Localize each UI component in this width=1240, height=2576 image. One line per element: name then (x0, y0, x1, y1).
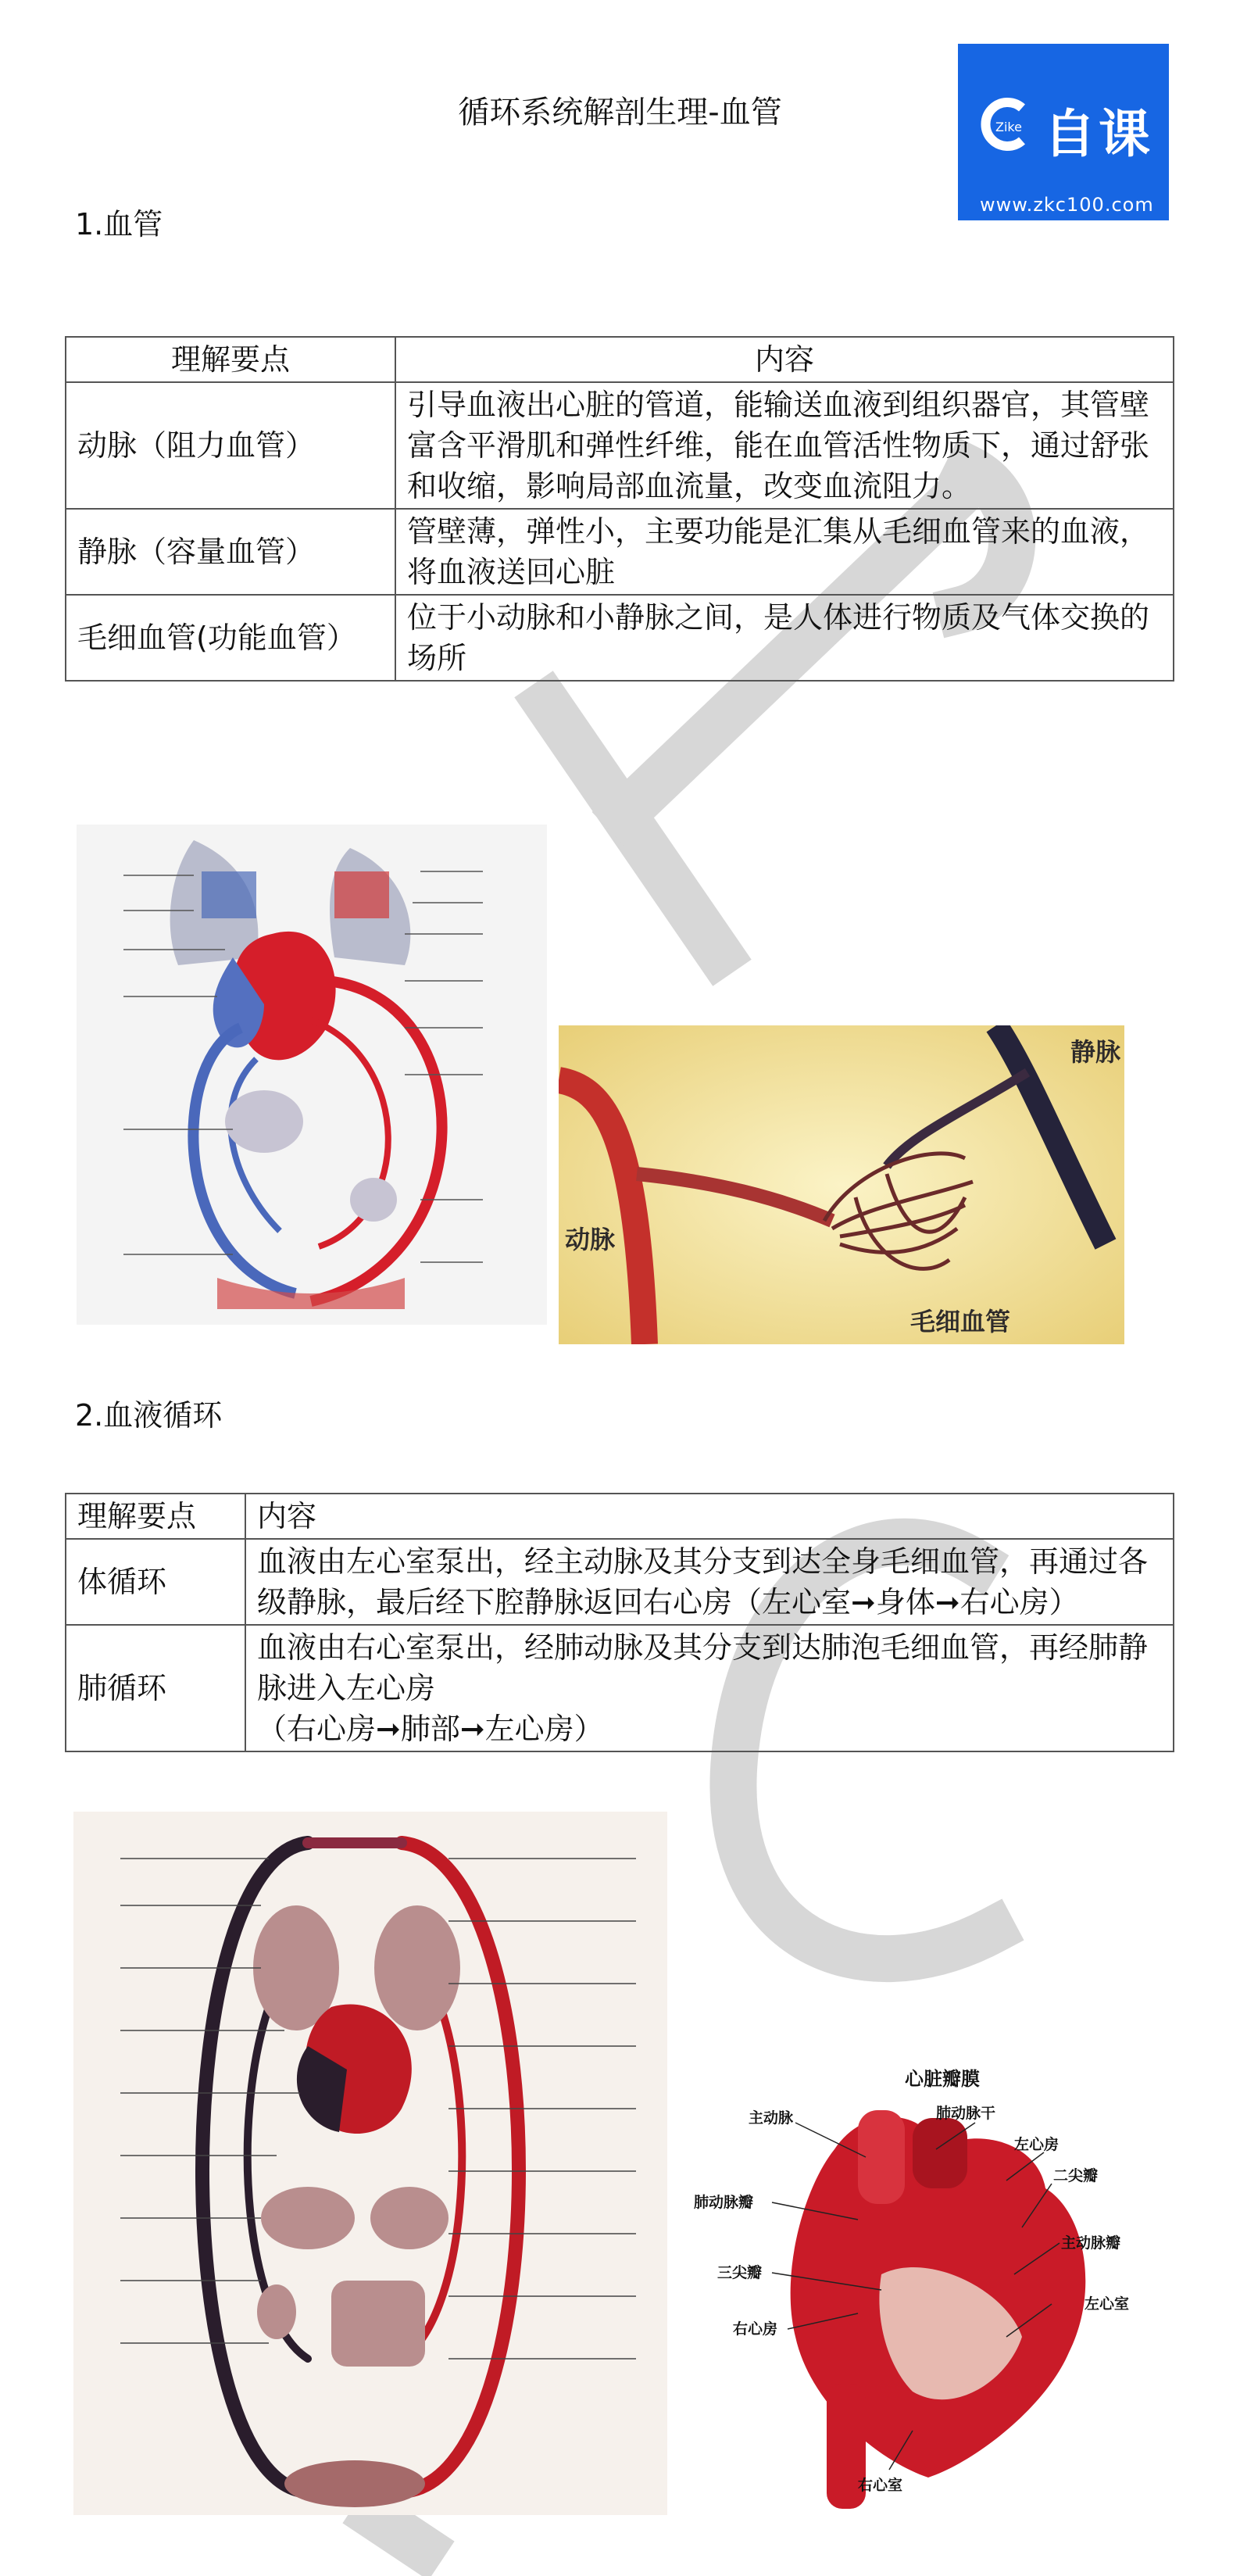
document-title: 循环系统解剖生理-血管 (458, 95, 782, 131)
vein-label: 静脉 (1070, 1037, 1121, 1067)
content-cell: 引导血液出心脏的管道，能输送血液到组织器官，其管壁富含平滑肌和弹性纤维，能在血管活性物质下，通过舒张和收缩，影响局部血流量，改变血流阻力。 (395, 382, 1174, 509)
content-cell (245, 1625, 1174, 1751)
content-cell: 位于小动脉和小静脉之间，是人体进行物质及气体交换的场所 (395, 595, 1174, 681)
table-header-row (66, 1494, 1174, 1539)
circulation-table (65, 1493, 1174, 1752)
brand-name: 自课 (1044, 104, 1153, 164)
valves-title: 心脏瓣膜 (905, 2068, 980, 2090)
section-heading-circulation: 2.血液循环 (75, 1398, 223, 1433)
content-line: 血液由右心室泵出，经肺动脉及其分支到达肺泡毛细血管，再经肺静脉进入左心房 (257, 1630, 1149, 1705)
header-cell: 理解要点 (66, 337, 395, 382)
header-cell: 内容 (395, 337, 1174, 382)
valve-label: 二尖瓣 (1053, 2167, 1099, 2184)
valve-label: 左心房 (1014, 2136, 1060, 2153)
circulation-diagram-figure (77, 825, 547, 1325)
capillary-network-figure (559, 1025, 1124, 1344)
circulation-diagram-image (77, 825, 547, 1325)
blood-circulation-image (73, 1812, 667, 2515)
content-line: （右心房➞肺部➞左心房） (257, 1712, 604, 1746)
valve-label: 主动脉瓣 (1061, 2234, 1121, 2252)
vessel-table (65, 336, 1174, 682)
table-row (66, 595, 1174, 681)
point-cell: 静脉（容量血管） (66, 509, 395, 595)
valve-label: 肺动脉瓣 (694, 2194, 754, 2211)
table-row (66, 1625, 1174, 1751)
valve-label: 三尖瓣 (717, 2264, 763, 2281)
point-cell: 体循环 (66, 1539, 245, 1625)
blood-circulation-figure (73, 1812, 667, 2515)
valve-label: 右心室 (858, 2477, 903, 2494)
heart-valves-image (678, 2055, 1164, 2509)
svg-text:Zike: Zike (995, 120, 1022, 134)
valve-label: 左心室 (1085, 2295, 1130, 2313)
section-heading-vessels: 1.血管 (75, 207, 163, 242)
header-cell: 内容 (245, 1494, 1174, 1539)
artery-label: 动脉 (565, 1225, 616, 1254)
table-row (66, 382, 1174, 509)
content-cell: 血液由左心室泵出，经主动脉及其分支到达全身毛细血管，再通过各级静脉，最后经下腔静脉返回右心房（左心室➞身体➞右心房） (245, 1539, 1174, 1625)
brand-logo[interactable] (958, 44, 1169, 220)
table-row (66, 1539, 1174, 1625)
heart-valves-figure (678, 2055, 1164, 2509)
table-row (66, 509, 1174, 595)
brand-url: www.zkc100.com (980, 194, 1154, 216)
valve-label: 肺动脉干 (936, 2105, 996, 2122)
header-cell: 理解要点 (66, 1494, 245, 1539)
content-cell: 管壁薄，弹性小，主要功能是汇集从毛细血管来的血液，将血液送回心脏 (395, 509, 1174, 595)
capillary-network-image (559, 1025, 1124, 1344)
zk-logo-icon (977, 97, 1031, 152)
capillary-label: 毛细血管 (910, 1307, 1011, 1336)
valve-label: 主动脉 (749, 2109, 794, 2127)
point-cell: 动脉（阻力血管） (66, 382, 395, 509)
point-cell: 肺循环 (66, 1625, 245, 1751)
valve-label: 右心房 (733, 2320, 778, 2338)
point-cell: 毛细血管(功能血管） (66, 595, 395, 681)
table-header-row (66, 337, 1174, 382)
